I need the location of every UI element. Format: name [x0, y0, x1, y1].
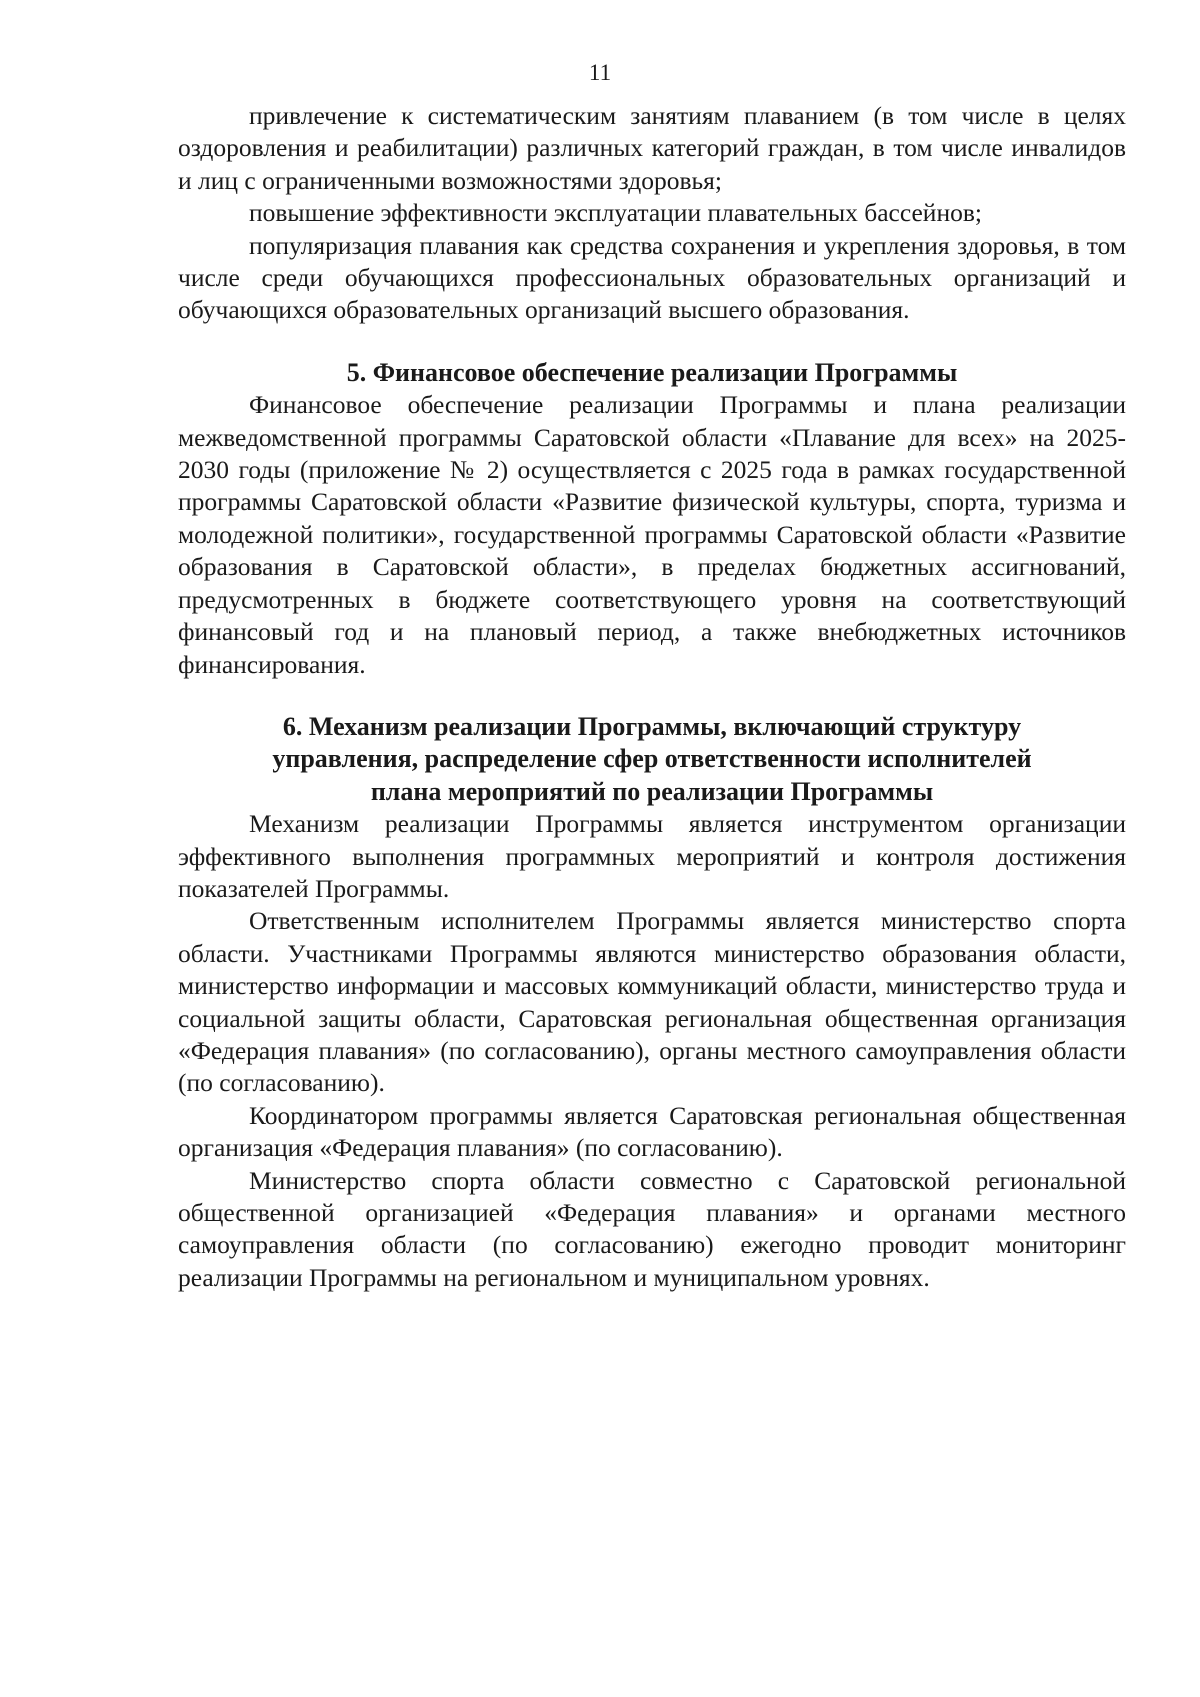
paragraph-goal-popularization: популяризация плавания как средства сохранения и укрепления здоровья, в том числе среди обучающихся профессиональных образовательных организаций и обучающихся образовательных организаций высшего образования. — [178, 230, 1126, 325]
section-6-paragraph-coordinator: Координатором программы является Саратовская региональная общественная организация «Федерация плавания» (по согласованию). — [178, 1100, 1126, 1163]
section-6-heading-line-2: управления, распределение сфер ответственности исполнителей — [272, 744, 1032, 774]
section-5-heading: 5. Финансовое обеспечение реализации Программы — [346, 357, 958, 387]
section-6-paragraph-mechanism: Механизм реализации Программы является инструментом организации эффективного выполнения программных мероприятий и контроля достижения показателей Программы. — [178, 809, 1126, 903]
paragraph-goal-pools: повышение эффективности эксплуатации плавательных бассейнов; — [249, 198, 982, 228]
page-content — [178, 100, 1126, 1294]
section-6-heading-line-1: 6. Механизм реализации Программы, включающий структуру — [282, 711, 1022, 741]
section-5-paragraph: Финансовое обеспечение реализации Программы и плана реализации межведомственной программы Саратовской области «Плавание для всех» на 2025-2030 годы (приложение № 2) осуществляется с 2025 года в рамках государственной программы Саратовской области «Развитие физической культуры, спорта, туризма и молодежной политики», государственной программы Саратовской области «Развитие образования в Саратовской области», в пределах бюджетных ассигнований, предусмотренных в бюджете соответствующего уровня на соответствующий финансовый год и на плановый период, а также внебюджетных источников финансирования. — [178, 390, 1126, 679]
section-6-heading — [178, 711, 1126, 808]
page-number: 11 — [588, 60, 612, 85]
section-6-heading-line-3: плана мероприятий по реализации Программы — [370, 776, 934, 806]
section-6-paragraph-monitoring: Министерство спорта области совместно с Саратовской региональной общественной организацией «Федерация плавания» и органами местного самоуправления области (по согласованию) ежегодно проводит мониторинг реализации Программы на региональном и муниципальном уровнях. — [178, 1165, 1126, 1292]
paragraph-goal-swimming: привлечение к систематическим занятиям плаванием (в том числе в целях оздоровления и реабилитации) различных категорий граждан, в том числе инвалидов и лиц с ограниченными возможностями здоровья; — [178, 101, 1126, 195]
section-6-paragraph-executors: Ответственным исполнителем Программы является министерство спорта области. Участниками Программы являются министерство образования области, министерство информации и массовых коммуникаций области, министерство труда и социальной защиты области, Саратовская региональная общественная организация «Федерация плавания» (по согласованию), органы местного самоуправления области (по согласованию). — [178, 906, 1126, 1098]
